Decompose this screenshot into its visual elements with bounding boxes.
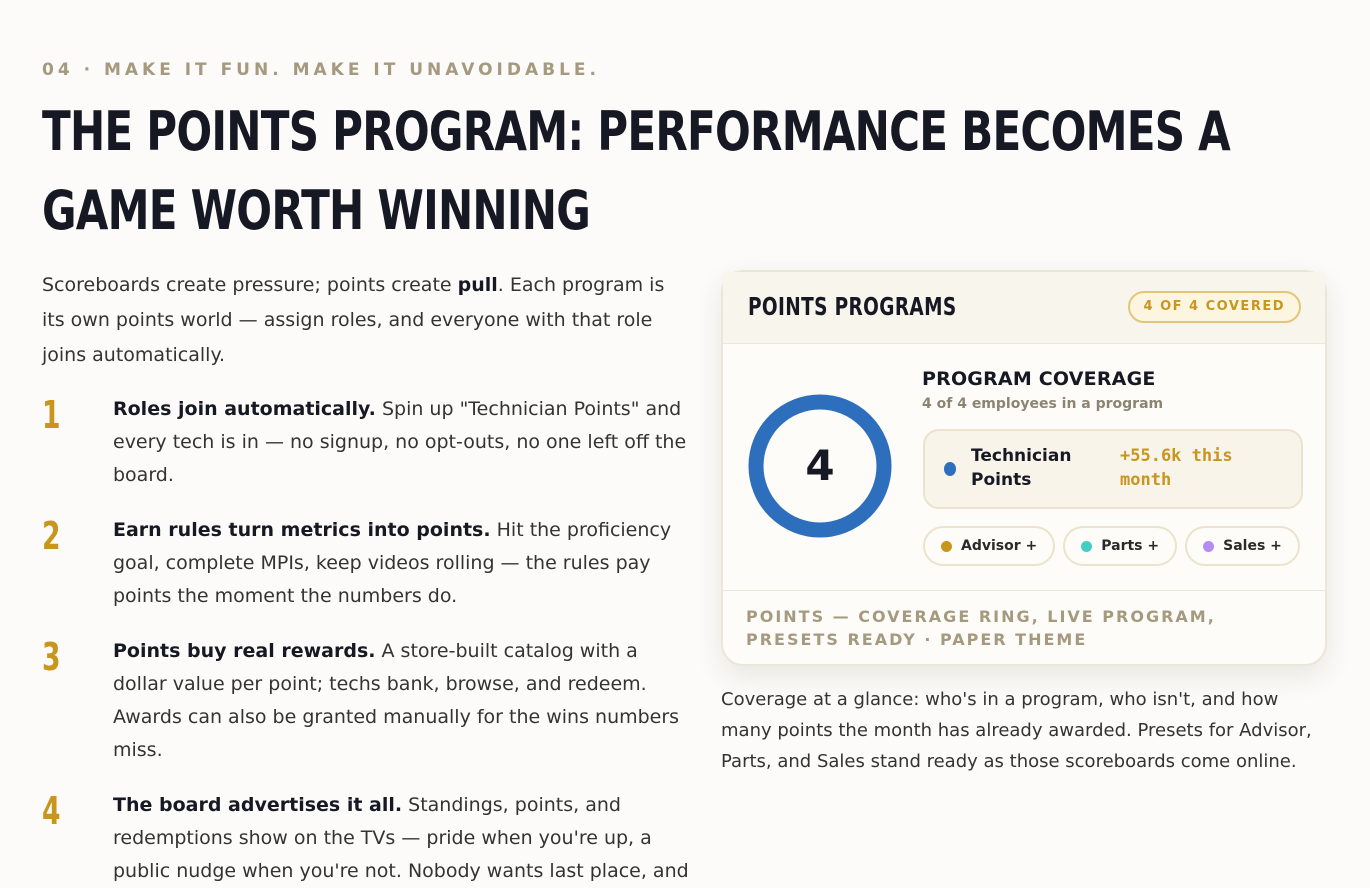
intro-text-end: . Each program is its own points world — assign roles, and everyone with that role joins automatically. bbox=[42, 274, 665, 366]
intro-emphasis: pull bbox=[457, 274, 498, 296]
step-item bbox=[42, 789, 692, 888]
step-title: The board advertises it all. bbox=[113, 794, 403, 816]
program-color-dot bbox=[944, 462, 956, 476]
step-text: Hit the proficiency goal, complete MPIs, keep videos rolling — the rules pay points the moment the numbers do. bbox=[113, 519, 672, 607]
program-points-stat: +55.6k this month bbox=[1120, 446, 1233, 490]
step-number: 1 bbox=[42, 393, 61, 437]
preset-color-dot bbox=[1081, 541, 1092, 552]
preset-color-dot bbox=[941, 541, 952, 552]
preset-label: Parts + bbox=[1101, 538, 1160, 554]
steps-list bbox=[42, 393, 692, 888]
step-title: Earn rules turn metrics into points. bbox=[113, 519, 491, 541]
page-title: THE POINTS PROGRAM: PERFORMANCE BECOMES A GAME WORTH WINNING bbox=[42, 100, 1230, 242]
step-text: Standings, points, and redemptions show on the TVs — pride when you're up, a public nudge when you're not. Nobody wants last place, and bbox=[113, 794, 689, 882]
section-eyebrow: 04 · MAKE IT FUN. MAKE IT UNAVOIDABLE. bbox=[42, 60, 601, 80]
card-title: POINTS PROGRAMS bbox=[748, 292, 957, 321]
card-footer-caption: POINTS — COVERAGE RING, LIVE PROGRAM, PRESETS READY · PAPER THEME bbox=[723, 590, 1325, 664]
preset-label: Sales + bbox=[1223, 538, 1282, 554]
program-name: Technician Points bbox=[971, 446, 1072, 490]
preset-list bbox=[923, 526, 1308, 566]
preset-parts-button[interactable] bbox=[1063, 526, 1177, 566]
step-item bbox=[42, 393, 692, 492]
preset-color-dot bbox=[1203, 541, 1214, 552]
intro-text-start: Scoreboards create pressure; points create bbox=[42, 274, 458, 296]
step-item bbox=[42, 514, 692, 613]
coverage-title: PROGRAM COVERAGE bbox=[922, 368, 1156, 390]
step-title: Roles join automatically. bbox=[113, 398, 376, 420]
step-item bbox=[42, 635, 692, 767]
coverage-badge: 4 OF 4 COVERED bbox=[1128, 291, 1301, 323]
coverage-subtitle: 4 of 4 employees in a program bbox=[922, 396, 1164, 412]
preset-advisor-button[interactable] bbox=[923, 526, 1055, 566]
card-caption: Coverage at a glance: who's in a program, who isn't, and how many points the month has already awarded. Presets for Advisor, Parts, and Sales stand ready as those scoreboards come online. bbox=[721, 689, 1312, 772]
live-program-row[interactable] bbox=[923, 429, 1303, 509]
preset-sales-button[interactable] bbox=[1185, 526, 1300, 566]
card-header bbox=[723, 272, 1325, 344]
intro-paragraph bbox=[42, 268, 682, 373]
coverage-ring bbox=[747, 393, 893, 539]
step-text: A store-built catalog with a dollar value per point; techs bank, browse, and redeem. Awards can also be granted manually for the wins numbers miss. bbox=[113, 640, 680, 761]
points-programs-card bbox=[721, 270, 1327, 666]
step-title: Points buy real rewards. bbox=[113, 640, 376, 662]
preset-label: Advisor + bbox=[961, 538, 1038, 554]
step-number: 4 bbox=[42, 789, 61, 833]
coverage-ring-value: 4 bbox=[805, 441, 835, 490]
step-number: 2 bbox=[42, 514, 61, 558]
step-number: 3 bbox=[42, 635, 61, 679]
step-text: Spin up "Technician Points" and every tech is in — no signup, no opt-outs, no one left off the board. bbox=[113, 398, 687, 486]
